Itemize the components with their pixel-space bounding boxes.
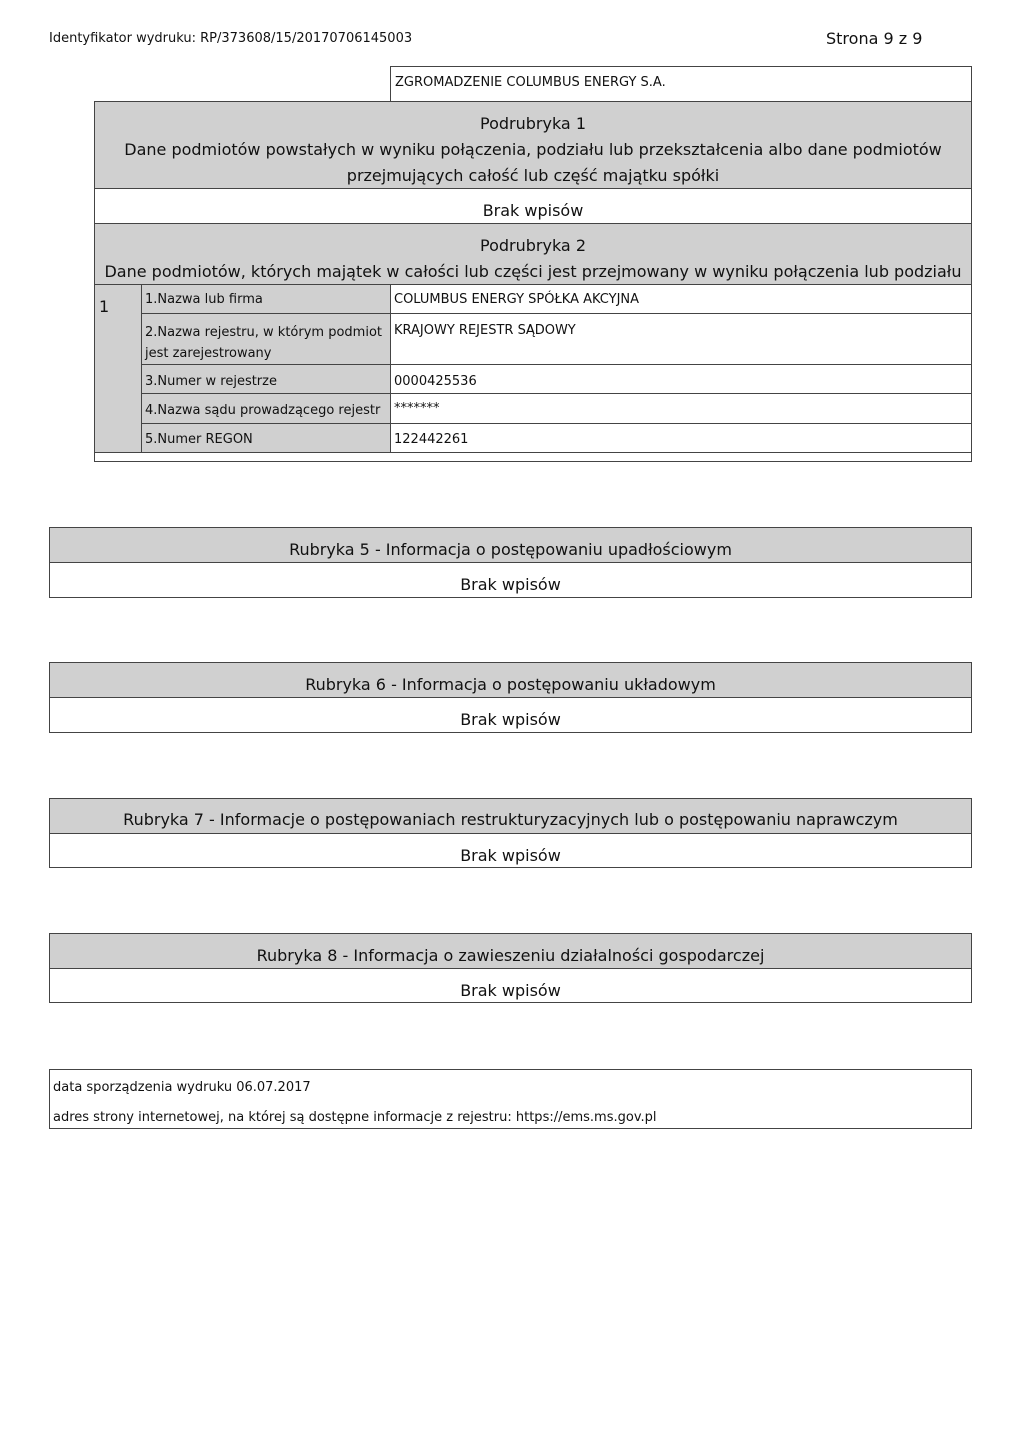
subsection-1-desc-line1: Dane podmiotów powstałych w wyniku połączenia, podziału lub przekształcenia albo dane podmiotów — [124, 140, 942, 159]
section-header-rubryka-6: Rubryka 6 - Informacja o postępowaniu układowym — [49, 662, 972, 698]
section-empty: Brak wpisów — [49, 833, 972, 868]
field-value: ******* — [390, 393, 972, 424]
section-header-rubryka-7: Rubryka 7 - Informacje o postępowaniach restrukturyzacyjnych lub o postępowaniu naprawczym — [49, 798, 972, 834]
field-value: KRAJOWY REJESTR SĄDOWY — [390, 313, 972, 365]
registry-website: adres strony internetowej, na której są dostępne informacje z rejestru: https://ems.ms.gov.pl — [53, 1110, 657, 1125]
section-header-rubryka-8: Rubryka 8 - Informacja o zawieszeniu działalności gospodarczej — [49, 933, 972, 969]
subsection-2-title: Podrubryka 2 — [480, 236, 586, 255]
field-value: 122442261 — [390, 423, 972, 453]
page-number: Strona 9 z 9 — [826, 29, 923, 48]
field-label: 4.Nazwa sądu prowadzącego rejestr — [141, 393, 391, 424]
field-label-line: jest zarejestrowany — [145, 346, 272, 361]
section-empty: Brak wpisów — [49, 968, 972, 1003]
subsection-1-title: Podrubryka 1 — [480, 114, 586, 133]
print-identifier: Identyfikator wydruku: RP/373608/15/20170706145003 — [49, 31, 413, 46]
subsection-1-empty: Brak wpisów — [94, 188, 972, 224]
field-label: 3.Numer w rejestrze — [141, 364, 391, 394]
section-empty: Brak wpisów — [49, 562, 972, 598]
entry-number-cell: 1 — [94, 284, 142, 453]
field-label-line: 2.Nazwa rejestru, w którym podmiot — [145, 325, 382, 340]
section-header-rubryka-5: Rubryka 5 - Informacja o postępowaniu upadłościowym — [49, 527, 972, 563]
subsection-1-header — [94, 101, 972, 189]
subsection-2-header — [94, 223, 972, 285]
print-date: data sporządzenia wydruku 06.07.2017 — [53, 1080, 311, 1095]
subsection-1-desc-line2: przejmujących całość lub część majątku spółki — [346, 166, 720, 185]
section-empty: Brak wpisów — [49, 697, 972, 733]
field-label: 1.Nazwa lub firma — [141, 284, 391, 314]
field-value: COLUMBUS ENERGY SPÓŁKA AKCYJNA — [390, 284, 972, 314]
field-value: 0000425536 — [390, 364, 972, 394]
top-cell: ZGROMADZENIE COLUMBUS ENERGY S.A. — [390, 66, 972, 102]
field-label: 5.Numer REGON — [141, 423, 391, 453]
field-label — [141, 313, 391, 365]
table-bottom-strip — [94, 452, 972, 462]
subsection-2-desc: Dane podmiotów, których majątek w całości lub części jest przejmowany w wyniku połączenia lub podziału — [104, 262, 962, 281]
footer-box — [49, 1069, 972, 1129]
